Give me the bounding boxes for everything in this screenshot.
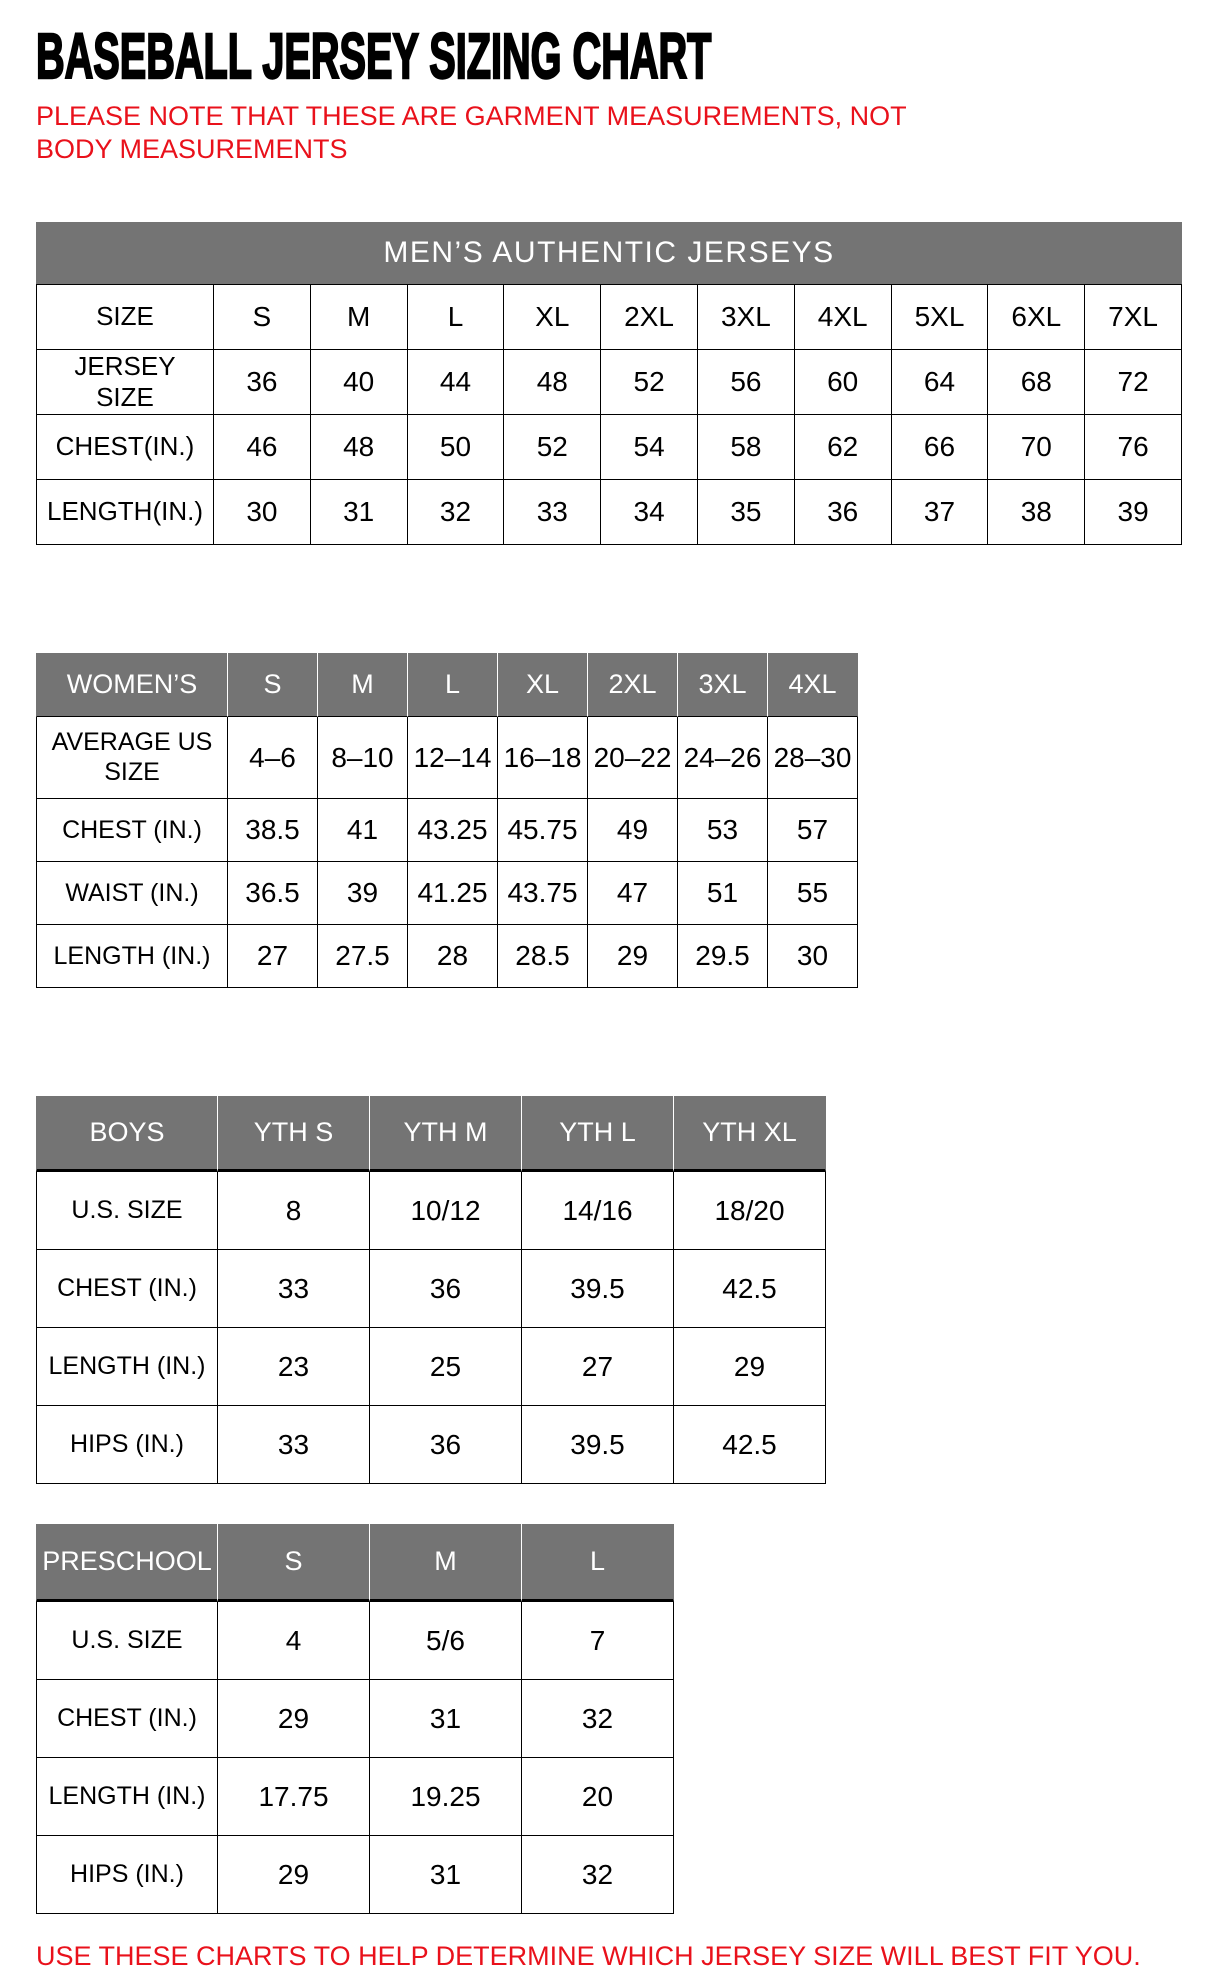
womens-cell: 3XL [678, 653, 768, 717]
mens-cell: 39 [1085, 480, 1182, 545]
boys-cell: YTH S [218, 1096, 370, 1172]
mens-row-label: JERSEY SIZE [36, 350, 214, 415]
preschool-table-row [36, 1758, 674, 1836]
womens-cell: 43.75 [498, 862, 588, 925]
mens-cell: 5XL [892, 285, 989, 350]
mens-cell: 6XL [988, 285, 1085, 350]
womens-cell: 29.5 [678, 925, 768, 988]
boys-table-row [36, 1250, 826, 1328]
womens-row-label: WAIST (IN.) [36, 862, 228, 925]
mens-cell: 62 [795, 415, 892, 480]
boys-cell: 33 [218, 1250, 370, 1328]
boys-cell: 27 [522, 1328, 674, 1406]
mens-sizing-table [36, 222, 1182, 545]
boys-cell: 42.5 [674, 1406, 826, 1484]
mens-cell: 32 [408, 480, 505, 545]
womens-table-grid [36, 653, 858, 988]
womens-cell: 28.5 [498, 925, 588, 988]
boys-cell: YTH M [370, 1096, 522, 1172]
boys-cell: 23 [218, 1328, 370, 1406]
womens-cell: 20–22 [588, 717, 678, 799]
mens-cell: 48 [311, 415, 408, 480]
preschool-row-label: U.S. SIZE [36, 1602, 218, 1680]
boys-cell: 29 [674, 1328, 826, 1406]
womens-cell: 27 [228, 925, 318, 988]
mens-cell: 58 [698, 415, 795, 480]
preschool-table-grid [36, 1524, 674, 1914]
boys-row-label: U.S. SIZE [36, 1172, 218, 1250]
boys-cell: 42.5 [674, 1250, 826, 1328]
boys-row-label: HIPS (IN.) [36, 1406, 218, 1484]
womens-cell: 57 [768, 799, 858, 862]
womens-cell: XL [498, 653, 588, 717]
mens-cell: 3XL [698, 285, 795, 350]
womens-cell: 24–26 [678, 717, 768, 799]
preschool-cell: 7 [522, 1602, 674, 1680]
boys-row-label: LENGTH (IN.) [36, 1328, 218, 1406]
preschool-cell: 29 [218, 1680, 370, 1758]
womens-cell: L [408, 653, 498, 717]
boys-cell: 25 [370, 1328, 522, 1406]
mens-cell: 60 [795, 350, 892, 415]
mens-table-grid [36, 284, 1182, 545]
womens-row-label: AVERAGE US SIZE [36, 717, 228, 799]
preschool-row-label: LENGTH (IN.) [36, 1758, 218, 1836]
womens-cell: 16–18 [498, 717, 588, 799]
preschool-row-label: HIPS (IN.) [36, 1836, 218, 1914]
womens-cell: 49 [588, 799, 678, 862]
womens-table-row [36, 717, 858, 799]
boys-cell: 10/12 [370, 1172, 522, 1250]
mens-table-row [36, 350, 1182, 415]
boys-table-grid [36, 1096, 826, 1484]
mens-cell: 64 [892, 350, 989, 415]
boys-table-row [36, 1096, 826, 1172]
mens-table-row [36, 415, 1182, 480]
womens-cell: 51 [678, 862, 768, 925]
mens-cell: 7XL [1085, 285, 1182, 350]
womens-cell: 2XL [588, 653, 678, 717]
mens-table-row [36, 480, 1182, 545]
womens-table-row [36, 925, 858, 988]
womens-sizing-table [36, 653, 858, 988]
mens-cell: 38 [988, 480, 1085, 545]
mens-cell: 54 [601, 415, 698, 480]
womens-cell: 28–30 [768, 717, 858, 799]
boys-cell: 39.5 [522, 1406, 674, 1484]
boys-cell: 8 [218, 1172, 370, 1250]
mens-cell: 2XL [601, 285, 698, 350]
mens-cell: 30 [214, 480, 311, 545]
mens-cell: 46 [214, 415, 311, 480]
boys-cell: 33 [218, 1406, 370, 1484]
mens-table-row [36, 285, 1182, 350]
womens-cell: 41.25 [408, 862, 498, 925]
mens-cell: 76 [1085, 415, 1182, 480]
womens-cell: 39 [318, 862, 408, 925]
boys-cell: 36 [370, 1250, 522, 1328]
womens-cell: 43.25 [408, 799, 498, 862]
mens-cell: S [214, 285, 311, 350]
preschool-table-row [36, 1602, 674, 1680]
mens-cell: 44 [408, 350, 505, 415]
preschool-cell: 31 [370, 1680, 522, 1758]
preschool-table-row [36, 1524, 674, 1602]
mens-cell: 31 [311, 480, 408, 545]
womens-row-label: LENGTH (IN.) [36, 925, 228, 988]
boys-cell: YTH XL [674, 1096, 826, 1172]
womens-cell: S [228, 653, 318, 717]
preschool-sizing-table [36, 1524, 674, 1914]
womens-cell: 8–10 [318, 717, 408, 799]
womens-cell: 12–14 [408, 717, 498, 799]
preschool-row-label: PRESCHOOL [36, 1524, 218, 1602]
preschool-cell: 20 [522, 1758, 674, 1836]
page-title [36, 20, 1184, 92]
mens-row-label: LENGTH(IN.) [36, 480, 214, 545]
preschool-cell: 19.25 [370, 1758, 522, 1836]
mens-cell: 37 [892, 480, 989, 545]
womens-cell: 38.5 [228, 799, 318, 862]
mens-cell: 36 [214, 350, 311, 415]
preschool-cell: S [218, 1524, 370, 1602]
preschool-cell: M [370, 1524, 522, 1602]
mens-cell: L [408, 285, 505, 350]
boys-cell: YTH L [522, 1096, 674, 1172]
womens-cell: M [318, 653, 408, 717]
mens-row-label: CHEST(IN.) [36, 415, 214, 480]
womens-cell: 47 [588, 862, 678, 925]
womens-cell: 4XL [768, 653, 858, 717]
mens-cell: 50 [408, 415, 505, 480]
mens-cell: 72 [1085, 350, 1182, 415]
boys-cell: 14/16 [522, 1172, 674, 1250]
womens-table-row [36, 799, 858, 862]
womens-table-row [36, 862, 858, 925]
womens-row-label: CHEST (IN.) [36, 799, 228, 862]
mens-cell: 34 [601, 480, 698, 545]
womens-cell: 45.75 [498, 799, 588, 862]
mens-cell: 52 [504, 415, 601, 480]
mens-cell: 48 [504, 350, 601, 415]
womens-cell: 41 [318, 799, 408, 862]
preschool-cell: 31 [370, 1836, 522, 1914]
preschool-cell: 5/6 [370, 1602, 522, 1680]
preschool-cell: L [522, 1524, 674, 1602]
preschool-cell: 17.75 [218, 1758, 370, 1836]
mens-cell: 35 [698, 480, 795, 545]
mens-cell: 52 [601, 350, 698, 415]
preschool-cell: 4 [218, 1602, 370, 1680]
preschool-row-label: CHEST (IN.) [36, 1680, 218, 1758]
mens-cell: 4XL [795, 285, 892, 350]
boys-sizing-table [36, 1096, 826, 1484]
preschool-cell: 29 [218, 1836, 370, 1914]
mens-cell: M [311, 285, 408, 350]
preschool-cell: 32 [522, 1680, 674, 1758]
boys-table-row [36, 1328, 826, 1406]
womens-cell: 27.5 [318, 925, 408, 988]
mens-table-banner: MEN’S AUTHENTIC JERSEYS [36, 222, 1182, 284]
womens-cell: 36.5 [228, 862, 318, 925]
womens-cell: 4–6 [228, 717, 318, 799]
womens-cell: 29 [588, 925, 678, 988]
page-title-text: BASEBALL JERSEY SIZING CHART [36, 20, 712, 92]
mens-cell: 56 [698, 350, 795, 415]
mens-row-label: SIZE [36, 285, 214, 350]
womens-cell: 55 [768, 862, 858, 925]
mens-cell: 70 [988, 415, 1085, 480]
mens-cell: 68 [988, 350, 1085, 415]
fit-help-note: USE THESE CHARTS TO HELP DETERMINE WHICH JERSEY SIZE WILL BEST FIT YOU. [36, 1940, 1141, 1971]
boys-cell: 18/20 [674, 1172, 826, 1250]
boys-cell: 36 [370, 1406, 522, 1484]
preschool-table-row [36, 1680, 674, 1758]
womens-row-label: WOMEN’S [36, 653, 228, 717]
boys-row-label: BOYS [36, 1096, 218, 1172]
boys-row-label: CHEST (IN.) [36, 1250, 218, 1328]
preschool-table-row [36, 1836, 674, 1914]
boys-table-row [36, 1172, 826, 1250]
womens-cell: 30 [768, 925, 858, 988]
mens-cell: 66 [892, 415, 989, 480]
garment-measurements-note: PLEASE NOTE THAT THESE ARE GARMENT MEASUREMENTS, NOT BODY MEASUREMENTS [36, 101, 907, 164]
mens-cell: 33 [504, 480, 601, 545]
boys-table-row [36, 1406, 826, 1484]
womens-cell: 28 [408, 925, 498, 988]
preschool-cell: 32 [522, 1836, 674, 1914]
boys-cell: 39.5 [522, 1250, 674, 1328]
mens-cell: 36 [795, 480, 892, 545]
womens-table-row [36, 653, 858, 717]
mens-cell: XL [504, 285, 601, 350]
womens-cell: 53 [678, 799, 768, 862]
mens-cell: 40 [311, 350, 408, 415]
